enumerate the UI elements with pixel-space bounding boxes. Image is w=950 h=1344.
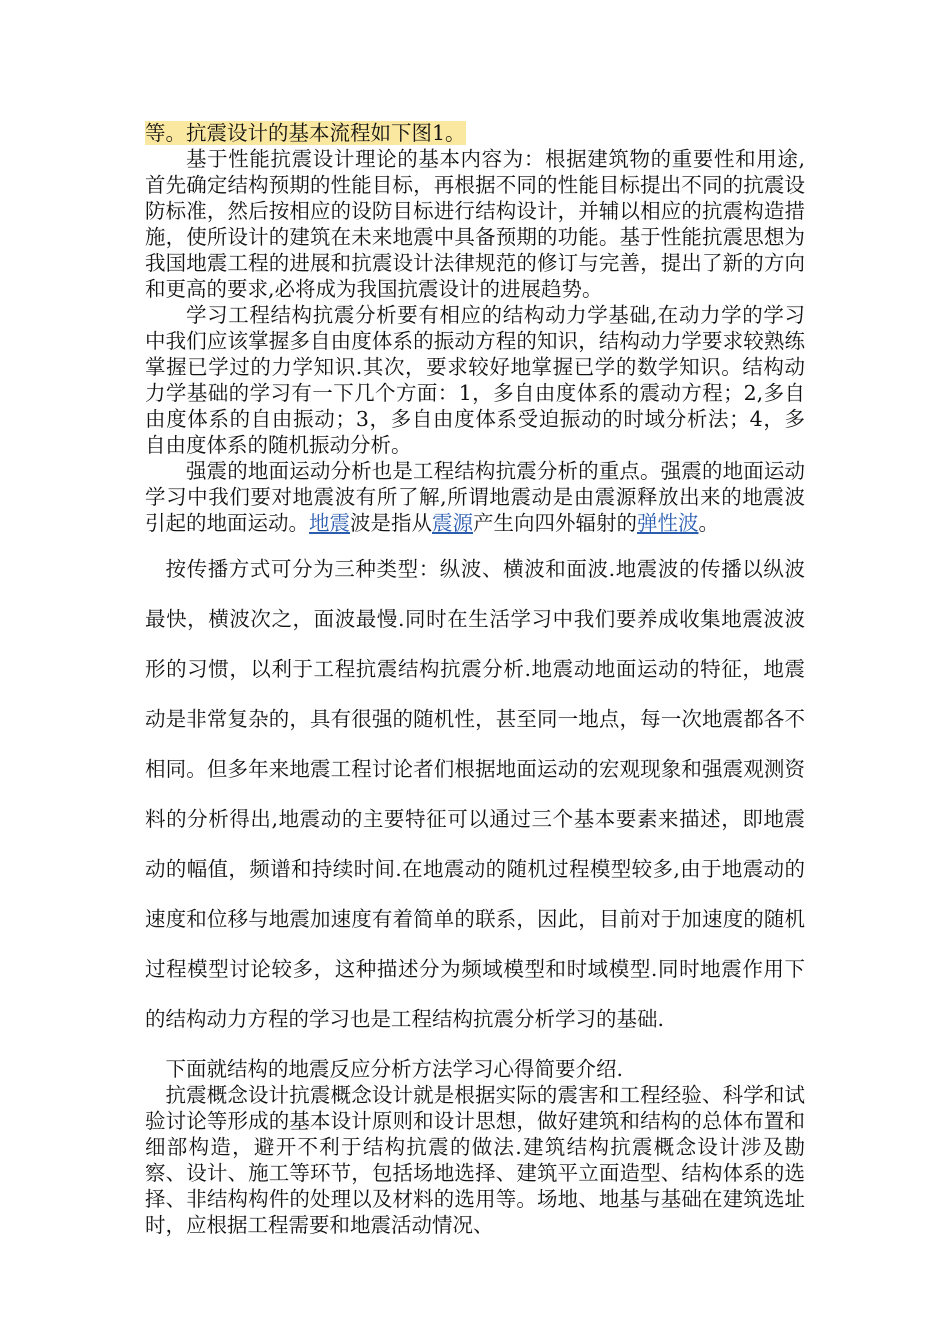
link-earthquake[interactable]: 地震 [309, 511, 350, 535]
paragraph-wave-types: 按传播方式可分为三种类型：纵波、横波和面波.地震波的传播以纵波最快，横波次之，面波最慢.同时在生活学习中我们要养成收集地震波波形的习惯，以利于工程抗震结构抗震分析.地震动地面运动的特征，地震动是非常复杂的，具有很强的随机性，甚至同一地点，每一次地震都各不相同。但多年来地震工程讨论者们根据地面运动的宏观现象和强震观测资料的分析得出,地震动的主要特征可以通过三个基本要素来描述，即地震动的幅值，频谱和持续时间.在地震动的随机过程模型较多,由于地震动的速度和位移与地震加速度有着简单的联系，因此，目前对于加速度的随机过程模型讨论较多，这种描述分为频域模型和时域模型.同时地震作用下的结构动力方程的学习也是工程结构抗震分析学习的基础. [145, 557, 805, 1031]
document-page [145, 120, 805, 1238]
paragraph-response-analysis: 下面就结构的地震反应分析方法学习心得简要介绍. [165, 1057, 624, 1081]
paragraph-structural-dynamics: 学习工程结构抗震分析要有相应的结构动力学基础,在动力学的学习中我们应该掌握多自由度体系的振动方程的知识，结构动力学要求较熟练掌握已学过的力学知识.其次，要求较好地掌握已学的数学知识。结构动力学基础的学习有一下几个方面：1，多自由度体系的震动方程；2,多自由度体系的自由振动；3，多自由度体系受迫振动的时域分析法；4，多自由度体系的随机振动分析。 [145, 303, 805, 457]
paragraph-intro [145, 120, 805, 146]
paragraph-concept-design: 抗震概念设计抗震概念设计就是根据实际的震害和工程经验、科学和试验讨论等形成的基本设计原则和设计思想，做好建筑和结构的总体布置和细部构造，避开不利于结构抗震的做法.建筑结构抗震概念设计涉及勘察、设计、施工等环节，包括场地选择、建筑平立面造型、结构体系的选择、非结构构件的处理以及材料的选用等。场地、地基与基础在建筑选址时，应根据工程需要和地震活动情况、 [145, 1083, 805, 1237]
link-seismic-source[interactable]: 震源 [432, 511, 473, 535]
paragraph-ground-motion: 强震的地面运动分析也是工程结构抗震分析的重点。强震的地面运动学习中我们要对地震波有所了解,所谓地震动是由震源释放出来的地震波引起的地面运动。地震波是指从震源产生向四外辐射的弹性波。 [145, 459, 805, 535]
link-elastic-wave[interactable]: 弹性波 [637, 511, 699, 535]
highlighted-text: 等。抗震设计的基本流程如下图1。 [145, 121, 466, 145]
paragraph-performance-design: 基于性能抗震设计理论的基本内容为：根据建筑物的重要性和用途,首先确定结构预期的性能目标，再根据不同的性能目标提出不同的抗震设防标准，然后按相应的设防目标进行结构设计，并辅以相应的抗震构造措施，使所设计的建筑在未来地震中具备预期的功能。基于性能抗震思想为我国地震工程的进展和抗震设计法律规范的修订与完善，提出了新的方向和更高的要求,必将成为我国抗震设计的进展趋势。 [145, 147, 805, 301]
